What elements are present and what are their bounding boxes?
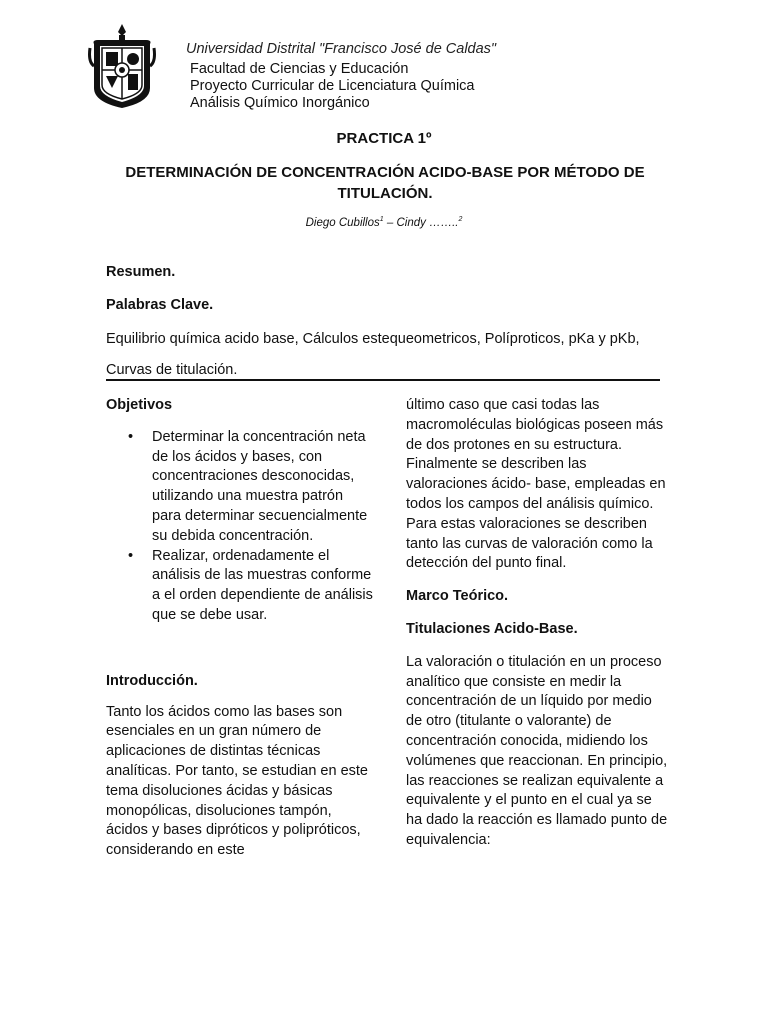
continuation-text: último caso que casi todas las macromoléculas biológicas poseen más de dos protones en su estructura. Finalmente se describen las valoraciones ácido- base, empleadas en todos los campos del análisis químico. Para estas valoraciones se describen tanto las curvas de valoración como la detección del punto final. bbox=[406, 397, 666, 572]
objectives-list bbox=[106, 428, 376, 626]
right-column bbox=[406, 396, 668, 851]
section-divider bbox=[106, 379, 660, 381]
university-name: Universidad Distrital "Francisco José de Caldas" bbox=[186, 41, 497, 57]
university-crest-icon bbox=[88, 22, 156, 110]
practice-number: PRACTICA 1º bbox=[336, 130, 432, 147]
bullet-icon: • bbox=[128, 547, 134, 564]
document-title: DETERMINACIÓN DE CONCENTRACIÓN ACIDO-BASE POR MÉTODO DE TITULACIÓN. bbox=[125, 164, 645, 202]
titulaciones-heading: Titulaciones Acido-Base. bbox=[406, 620, 578, 637]
author-2: Cindy …….. bbox=[396, 216, 459, 229]
author-1: Diego Cubillos bbox=[305, 216, 380, 229]
author-separator: – bbox=[383, 216, 397, 229]
list-item bbox=[106, 547, 376, 626]
resumen-heading: Resumen. bbox=[106, 264, 176, 280]
objective-text: Realizar, ordenadamente el análisis de las muestras conforme a el orden dependiente de análisis que se debe usar. bbox=[152, 547, 373, 623]
keywords-line-1: Equilibrio química acido base, Cálculos estequeometricos, Políproticos, pKa y pKb, bbox=[106, 331, 640, 347]
bullet-icon: • bbox=[128, 428, 134, 445]
introduccion-text: Tanto los ácidos como las bases son esenciales en un gran número de aplicaciones de distintas técnicas analíticas. Por tanto, se estudian en este tema disoluciones ácidas y básicas monopólicas, disoluciones tampón, ácidos y bases dipróticos y polipróticos, considerando en este bbox=[106, 703, 368, 859]
marco-teorico-heading: Marco Teórico. bbox=[406, 588, 509, 605]
keywords-line-2: Curvas de titulación. bbox=[106, 362, 238, 378]
faculty-line: Facultad de Ciencias y Educación bbox=[190, 61, 409, 77]
course-line: Análisis Químico Inorgánico bbox=[190, 95, 370, 111]
author-1-affiliation: 1 bbox=[379, 216, 384, 223]
titulaciones-text: La valoración o titulación en un proceso analítico que consiste en medir la concentración de un líquido por medio de otro (titulante o valorante) de concentración conocida, midiendo los volúmenes que reaccionan. En principio, las reacciones se realizan equivalente a equivalente y el punto en el cual ya se ha dado la reacción es llamado punto de equivalencia: bbox=[406, 653, 668, 848]
program-line: Proyecto Curricular de Licenciatura Química bbox=[190, 78, 475, 94]
author-2-affiliation: 2 bbox=[458, 216, 463, 223]
list-item bbox=[106, 428, 376, 547]
left-column bbox=[106, 396, 376, 861]
objetivos-heading: Objetivos bbox=[106, 397, 173, 413]
objective-text: Determinar la concentración neta de los ácidos y bases, con concentraciones desconocidas, utilizando una muestra patrón para determinar secuencialmente su debida concentración. bbox=[152, 428, 368, 544]
authors-line bbox=[0, 216, 768, 229]
keywords-heading: Palabras Clave. bbox=[106, 297, 214, 313]
introduccion-heading: Introducción. bbox=[106, 672, 198, 689]
